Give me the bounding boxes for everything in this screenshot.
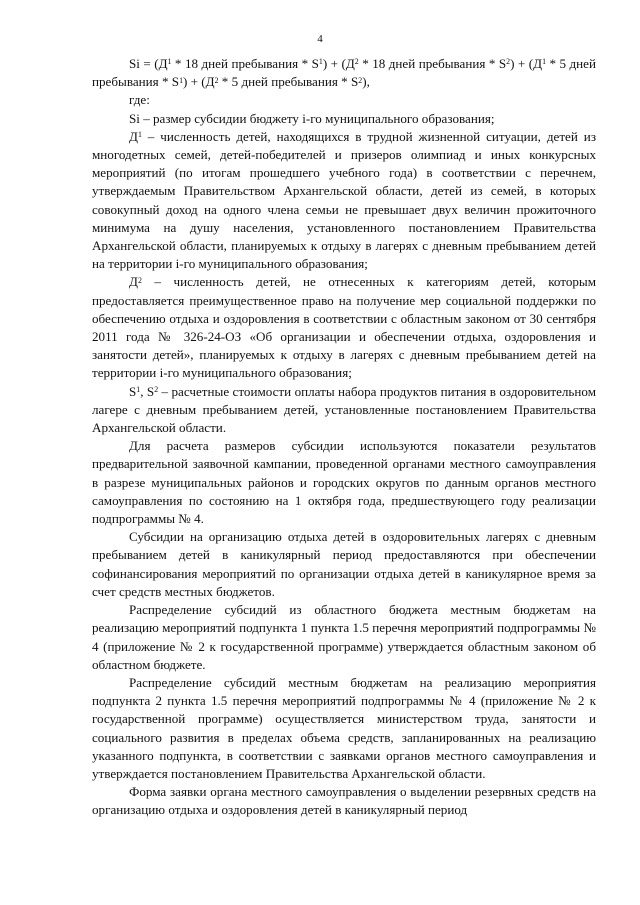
definition-s: $S^1$, $S^2$ – расчетные стоимости оплаты набора продуктов питания в оздоровительном лагере с дневным пребыванием детей, установленные постановлением Правительства Архангельской области. xyxy=(92,383,596,436)
where-label: где: xyxy=(129,92,150,108)
paragraph-distribution-ministry: Распределение субсидий местным бюджетам на реализацию мероприятия подпункта 2 пункта 1.5 перечня мероприятий подпрограммы № 4 (приложение № 2 к государственной программе) осуществляется министерством труда, занятости и социального развития в пределах объема средств, запланированных на реализацию указанного подпункта, в соответствии с заявками органов местного самоуправления и утверждается постановлением Правительства Архангельской области. xyxy=(92,674,596,781)
paragraph-application-form: Форма заявки органа местного самоуправления о выделении резервных средств на организацию отдыха и оздоровления детей в каникулярный период xyxy=(92,784,596,818)
paragraph-distribution-law: Распределение субсидий из областного бюджета местным бюджетам на реализацию мероприятий подпункта 1 пункта 1.5 перечня мероприятий подпрограммы № 4 (приложение № 2 к государственной программе) утверждается областным законом об областном бюджете. xyxy=(92,602,596,672)
document-body xyxy=(92,55,596,820)
paragraph-cofinancing: Субсидии на организацию отдыха детей в оздоровительных лагерях с дневным пребыванием детей в каникулярный период предоставляются при обеспечении софинансирования мероприятий по организации отдыха детей в каникулярное время за счет средств местных бюджетов. xyxy=(92,529,596,599)
subsidy-formula: $Si = (Д^1 * 18$ дней пребывания * $S^1) + (Д^2 * 18$ дней пребывания * $S^2) + (Д^1 * 5$ дней пребывания * $S^1) + (Д^2 * 5$ дней пребывания * $S^2$), xyxy=(92,56,596,90)
definition-si: Si – размер субсидии бюджету i-го муниципального образования; xyxy=(129,110,495,126)
definition-d2: $Д^2$ – численность детей, не отнесенных к категориям детей, которым предоставляется преимущественное право на получение мер социальной поддержки по обеспечению отдыха и оздоровления в соответствии с областным законом от 30 сентября 2011 года № 326-24-ОЗ «Об организации и обеспечении отдыха, оздоровления и занятости детей», планируемых к отдыху в лагерях с дневным пребыванием детей на территории i-го муниципального образования; xyxy=(92,274,596,381)
paragraph-calculation-basis: Для расчета размеров субсидии используются показатели результатов предварительной заявочной кампании, проведенной органами местного самоуправления в разрезе муниципальных районов и городских округов по данным органов местного самоуправления по состоянию на 1 октября года, предшествующего году реализации подпрограммы № 4. xyxy=(92,438,596,527)
definition-d1: $Д^1$ – численность детей, находящихся в трудной жизненной ситуации, детей из многодетных семей, детей-победителей и призеров олимпиад и иных конкурсных мероприятий (по итогам прошедшего учебного года) в соответствии с перечнем, утверждаемым Правительством Архангельской области, детей из семей, в которых совокупный доход на одного члена семьи не превышает двух величин прожиточного минимума на душу населения, установленного постановлением Правительства Архангельской области, планируемых к отдыху в лагерях с дневным пребыванием детей на территории i-го муниципального образования; xyxy=(92,128,596,272)
page-number: 4 xyxy=(317,33,323,45)
